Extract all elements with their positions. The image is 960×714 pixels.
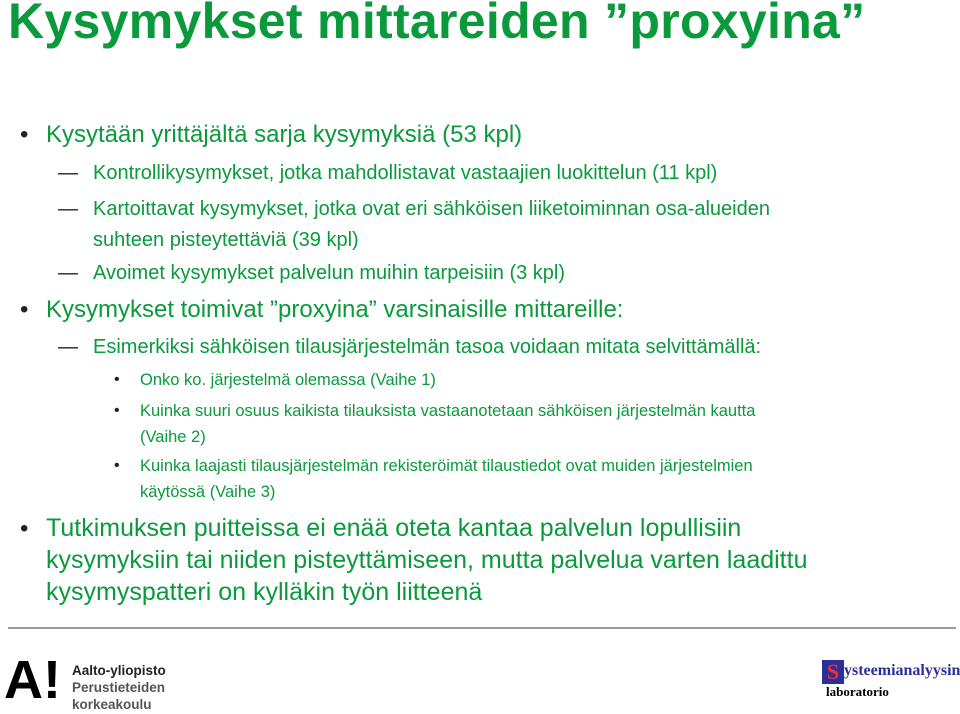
- aalto-line1: Aalto-yliopisto: [72, 663, 166, 678]
- bullet-level3: Onko ko. järjestelmä olemassa (Vaihe 1): [140, 371, 436, 389]
- bullet-level3-cont: käytössä (Vaihe 3): [140, 483, 276, 501]
- dash-icon: —: [58, 198, 78, 220]
- sal-laboratorio: laboratorio: [826, 684, 889, 699]
- bullet-level2: Avoimet kysymykset palvelun muihin tarpeisiin (3 kpl): [93, 262, 566, 284]
- bullet-level3: Kuinka suuri osuus kaikista tilauksista vastaanotetaan sähköisen järjestelmän kautta: [140, 402, 756, 420]
- dash-icon: —: [58, 162, 78, 184]
- bullet-level1: Kysymykset toimivat ”proxyina” varsinaisille mittareille:: [46, 296, 624, 323]
- slide-title: Kysymykset mittareiden ”proxyina”: [8, 0, 866, 49]
- dash-icon: —: [58, 262, 78, 284]
- bullet-level3: Kuinka laajasti tilausjärjestelmän rekisteröimät tilaustiedot ovat muiden järjestelmien: [140, 457, 753, 475]
- aalto-mark-icon: A!: [4, 650, 61, 710]
- bullet-level1-cont: kysymyspatteri on kylläkin työn liitteenä: [46, 578, 483, 606]
- aalto-line3: korkeakoulu: [72, 697, 152, 712]
- bullet-dot-icon: •: [20, 121, 29, 148]
- bullet-level2: Kartoittavat kysymykset, jotka ovat eri sähköisen liiketoiminnan osa-alueiden: [93, 198, 770, 220]
- aalto-logo-text: [72, 662, 166, 713]
- bullet-level1: Kysytään yrittäjältä sarja kysymyksiä (53 kpl): [46, 121, 523, 148]
- bullet-dot-icon: •: [20, 296, 29, 323]
- aalto-line2: Perustieteiden: [72, 680, 166, 695]
- sal-name: ysteemianalyysin: [844, 662, 960, 679]
- bullet-dot-icon: •: [114, 402, 120, 419]
- bullet-dot-icon: •: [114, 457, 120, 474]
- bullet-level2: Kontrollikysymykset, jotka mahdollistavat vastaajien luokittelun (11 kpl): [93, 162, 718, 184]
- dash-icon: —: [58, 336, 78, 358]
- bullet-level1-cont: kysymyksiin tai niiden pisteyttämiseen, mutta palvelua varten laadittu: [46, 546, 808, 574]
- sal-initial: S: [822, 660, 844, 684]
- footer-divider: [8, 627, 956, 629]
- bullet-level3-cont: (Vaihe 2): [140, 428, 206, 446]
- bullet-level2: Esimerkiksi sähköisen tilausjärjestelmän tasoa voidaan mitata selvittämällä:: [93, 336, 762, 358]
- bullet-level2-cont: suhteen pisteytettäviä (39 kpl): [93, 229, 359, 251]
- bullet-level1: Tutkimuksen puitteissa ei enää oteta kantaa palvelun lopullisiin: [46, 514, 742, 542]
- bullet-dot-icon: •: [114, 371, 120, 388]
- bullet-dot-icon: •: [20, 515, 29, 542]
